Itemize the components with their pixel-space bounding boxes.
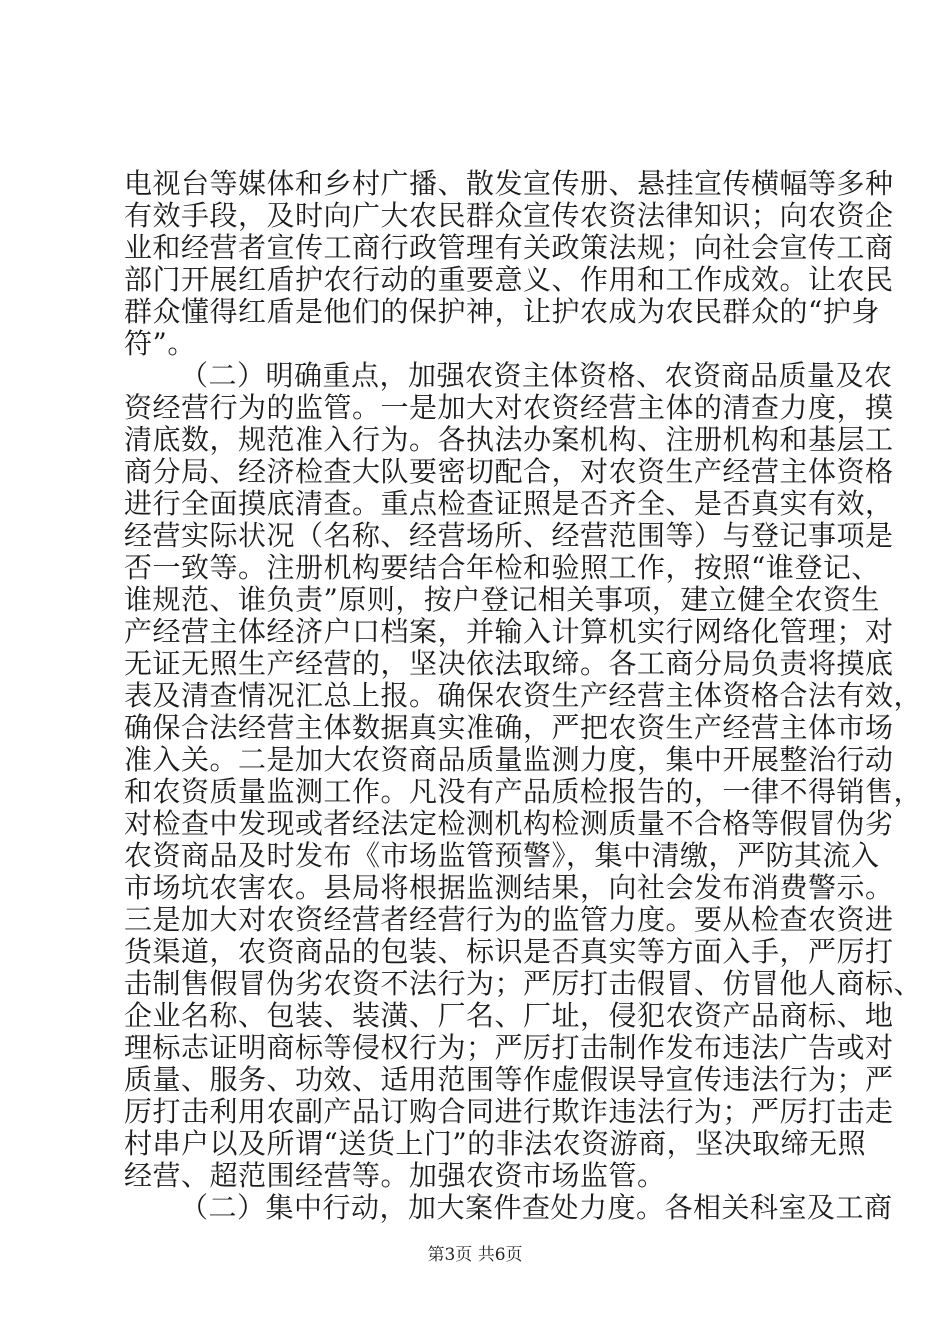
text-line: 企业名称、包装、装潢、厂名、厂址，侵犯农资产品商标、地 <box>124 999 894 1032</box>
text-line: 击制售假冒伪劣农资不法行为；严厉打击假冒、仿冒他人商标、 <box>124 967 923 1000</box>
text-line: 货渠道，农资商品的包装、标识是否真实等方面入手，严厉打 <box>124 935 894 968</box>
text-line: 村串户以及所谓“送货上门”的非法农资游商，坚决取缔无照 <box>124 1127 867 1160</box>
text-line: 经营、超范围经营等。加强农资市场监管。 <box>124 1159 666 1192</box>
section-heading-line: （二）集中行动，加大案件查处力度。各相关科室及工商 <box>180 1191 893 1224</box>
text-line: 准入关。二是加大农资商品质量监测力度，集中开展整治行动 <box>124 743 894 776</box>
text-line: 无证无照生产经营的，坚决依法取缔。各工商分局负责将摸底 <box>124 647 894 680</box>
text-line: 谁规范、谁负责”原则，按户登记相关事项，建立健全农资生 <box>124 583 880 616</box>
text-line: 经营实际状况（名称、经营场所、经营范围等）与登记事项是 <box>124 519 894 552</box>
section-heading-line: （二）明确重点，加强农资主体资格、农资商品质量及农 <box>180 359 893 392</box>
text-line: 部门开展红盾护农行动的重要意义、作用和工作成效。让农民 <box>124 263 894 296</box>
text-line: 市场坑农害农。县局将根据监测结果，向社会发布消费警示。 <box>124 871 894 904</box>
text-line: 符”。 <box>124 327 196 360</box>
text-line: 否一致等。注册机构要结合年检和验照工作，按照“谁登记、 <box>124 551 880 584</box>
body-text <box>124 167 923 1224</box>
text-line: 群众懂得红盾是他们的保护神，让护农成为农民群众的“护身 <box>124 295 880 328</box>
text-line: 资经营行为的监管。一是加大对农资经营主体的清查力度，摸 <box>124 391 894 424</box>
text-line: 和农资质量监测工作。凡没有产品质检报告的，一律不得销售， <box>124 775 923 808</box>
text-line: 三是加大对农资经营者经营行为的监管力度。要从检查农资进 <box>124 903 894 936</box>
text-line: 理标志证明商标等侵权行为；严厉打击制作发布违法广告或对 <box>124 1031 894 1064</box>
text-line: 产经营主体经济户口档案，并输入计算机实行网络化管理；对 <box>124 615 894 648</box>
text-line: 对检查中发现或者经法定检测机构检测质量不合格等假冒伪劣 <box>124 807 894 840</box>
text-line: 电视台等媒体和乡村广播、散发宣传册、悬挂宣传横幅等多种 <box>124 167 894 200</box>
text-line: 清底数，规范准入行为。各执法办案机构、注册机构和基层工 <box>124 423 894 456</box>
text-line: 农资商品及时发布《市场监管预警》，集中清缴，严防其流入 <box>124 839 880 872</box>
text-line: 厉打击利用农副产品订购合同进行欺诈违法行为；严厉打击走 <box>124 1095 894 1128</box>
text-line: 表及清查情况汇总上报。确保农资生产经营主体资格合法有效， <box>124 679 923 712</box>
text-line: 有效手段，及时向广大农民群众宣传农资法律知识；向农资企 <box>124 199 894 232</box>
text-line: 业和经营者宣传工商行政管理有关政策法规；向社会宣传工商 <box>124 231 894 264</box>
text-line: 质量、服务、功效、适用范围等作虚假误导宣传违法行为；严 <box>124 1063 894 1096</box>
text-line: 商分局、经济检查大队要密切配合，对农资生产经营主体资格 <box>124 455 894 488</box>
text-line: 确保合法经营主体数据真实准确，严把农资生产经营主体市场 <box>124 711 894 744</box>
page-number-footer: 第3页 共6页 <box>427 1245 523 1265</box>
text-line: 进行全面摸底清查。重点检查证照是否齐全、是否真实有效， <box>124 487 894 520</box>
